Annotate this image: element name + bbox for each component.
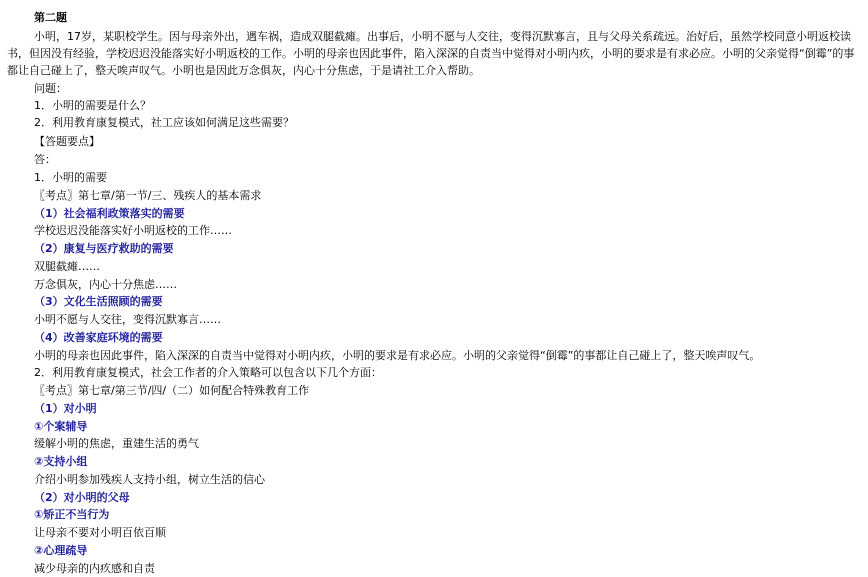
answer-line: 〖考点〗第七章/第一节/三、残疾人的基本需求 xyxy=(34,189,262,202)
question-item: 1．小明的需要是什么？ xyxy=(34,99,151,112)
answer-line: 〖考点〗第七章/第三节/四/（二）如何配合特殊教育工作 xyxy=(34,384,310,397)
answer-line: 介绍小明参加残疾人支持小组，树立生活的信心 xyxy=(34,473,265,486)
answer-line: 学校迟迟没能落实好小明返校的工作…… xyxy=(34,224,232,237)
answer-heading: （4）改善家庭环境的需要 xyxy=(34,331,163,344)
answer-heading: （1）对小明 xyxy=(34,402,97,415)
answer-line: 双腿截瘫…… xyxy=(34,260,100,273)
questions-label: 问题： xyxy=(34,82,67,95)
answer-line: 减少母亲的内疚感和自责 xyxy=(34,562,155,575)
case-line: 都让自己碰上了，整天唉声叹气。小明也是因此万念俱灰，内心十分焦虑，于是请社工介入帮助。 xyxy=(7,64,480,77)
answer-line: 让母亲不要对小明百依百顺 xyxy=(34,526,166,539)
answer-heading: ①个案辅导 xyxy=(34,420,88,433)
question-item: 2．利用教育康复模式，社工应该如何满足这些需要？ xyxy=(34,116,294,129)
question-title: 第二题 xyxy=(34,11,67,24)
answer-line: 2．利用教育康复模式，社会工作者的介入策略可以包含以下几个方面： xyxy=(34,366,382,379)
answer-heading: （2）康复与医疗救助的需要 xyxy=(34,242,174,255)
answer-line: 1．小明的需要 xyxy=(34,171,107,184)
key-points-label: 【答题要点】 xyxy=(34,135,100,148)
answer-line: 小明的母亲也因此事件，陷入深深的自责当中觉得对小明内疚，小明的要求是有求必应。小明的父亲觉得“倒霉”的事都让自己碰上了，整天唉声叹气。 xyxy=(34,349,761,362)
answer-line: 缓解小明的焦虑，重建生活的勇气 xyxy=(34,437,199,450)
answer-heading: ②支持小组 xyxy=(34,455,88,468)
answer-heading: ②心理疏导 xyxy=(34,544,88,557)
answer-heading: （2）对小明的父母 xyxy=(34,491,130,504)
answer-heading: ①矫正不当行为 xyxy=(34,508,110,521)
answer-heading: （1）社会福利政策落实的需要 xyxy=(34,207,185,220)
case-line: 书，但因没有经验，学校迟迟没能落实好小明返校的工作。小明的母亲也因此事件，陷入深深的自责当中觉得对小明内疚，小明的要求是有求必应。小明的父亲觉得“倒霉”的事 xyxy=(7,47,855,60)
answer-heading: （3）文化生活照顾的需要 xyxy=(34,295,163,308)
case-line: 小明，17岁，某职校学生。因与母亲外出，遇车祸，造成双腿截瘫。出事后，小明不愿与人交往，变得沉默寡言，且与父母关系疏远。治好后，虽然学校同意小明返校读 xyxy=(34,30,851,43)
answer-line: 万念俱灰，内心十分焦虑…… xyxy=(34,278,177,291)
answer-label: 答： xyxy=(34,153,56,166)
answer-line: 小明不愿与人交往，变得沉默寡言…… xyxy=(34,313,221,326)
